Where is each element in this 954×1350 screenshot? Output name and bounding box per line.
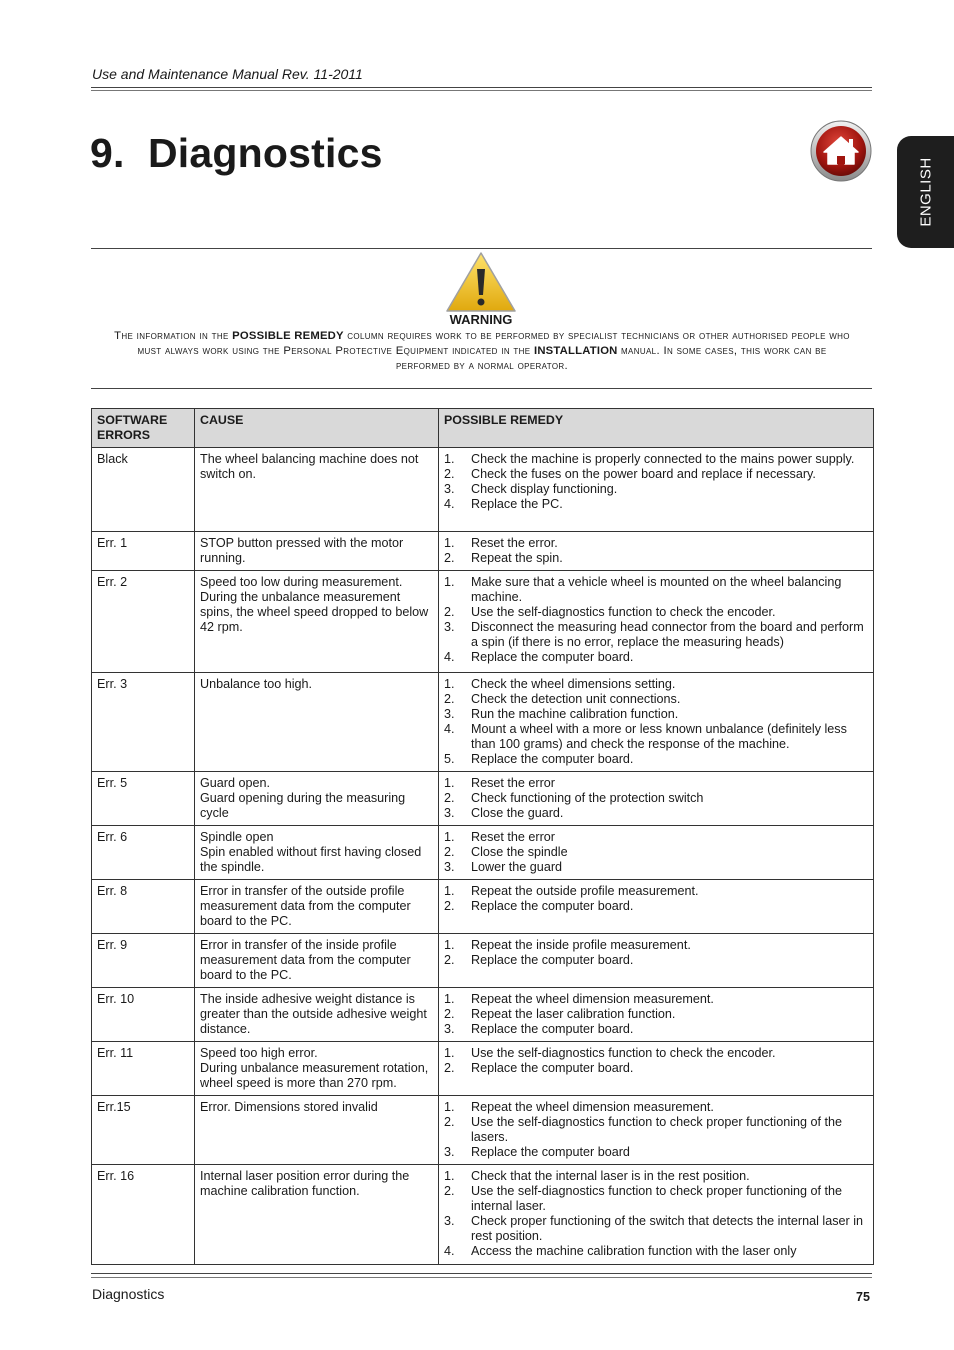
- remedy-step-number: 1.: [444, 452, 455, 466]
- remedy-step: [444, 677, 868, 692]
- table-row: [92, 448, 874, 532]
- remedy-step-text: Repeat the outside profile measurement.: [471, 884, 699, 898]
- remedy-step: [444, 1115, 868, 1145]
- section-rule-bottom: [91, 388, 872, 389]
- header-title: Use and Maintenance Manual Rev. 11-2011: [92, 66, 363, 82]
- remedy-step-number: 2.: [444, 1061, 455, 1075]
- remedy-step-text: Replace the computer board.: [471, 953, 634, 967]
- error-code-cell: Err. 11: [92, 1042, 195, 1096]
- remedy-step-text: Make sure that a vehicle wheel is mounted on the wheel balancing machine.: [471, 575, 842, 604]
- remedy-step-text: Use the self-diagnostics function to check proper functioning of the internal laser.: [471, 1184, 843, 1213]
- error-code-cell: Black: [92, 448, 195, 532]
- remedy-step: [444, 536, 868, 551]
- remedy-step-text: Disconnect the measuring head connector from the board and perform a spin (if there is no error, replace the measuring heads): [471, 620, 864, 649]
- remedy-step-text: Check functioning of the protection switch: [471, 791, 704, 805]
- cause-cell: [195, 1042, 439, 1096]
- remedy-step: [444, 620, 868, 650]
- remedy-step-number: 2.: [444, 1007, 455, 1021]
- remedy-step: [444, 707, 868, 722]
- remedy-step-text: Check the machine is properly connected to the mains power supply.: [471, 452, 855, 466]
- remedy-step: [444, 806, 868, 821]
- remedy-cell: [439, 1165, 874, 1265]
- remedy-step-number: 1.: [444, 992, 455, 1006]
- remedy-list: [444, 938, 868, 968]
- remedy-step-text: Repeat the laser calibration function.: [471, 1007, 676, 1021]
- remedy-step: [444, 1244, 868, 1259]
- remedy-step-text: Close the guard.: [471, 806, 564, 820]
- remedy-step: [444, 605, 868, 620]
- cause-text: During the unbalance measurement spins, the wheel speed dropped to below 42 rpm.: [200, 590, 429, 634]
- cause-text: Speed too high error.: [200, 1046, 318, 1060]
- diagnostics-table: [91, 408, 874, 1265]
- remedy-step-number: 2.: [444, 551, 455, 565]
- language-tab-label: ENGLISH: [917, 157, 934, 227]
- cause-text: Guard opening during the measuring cycle: [200, 791, 406, 820]
- remedy-step: [444, 1169, 868, 1184]
- remedy-step-text: Check display functioning.: [471, 482, 618, 496]
- remedy-step-number: 4.: [444, 722, 455, 736]
- remedy-step-text: Replace the computer board.: [471, 899, 634, 913]
- remedy-step-number: 4.: [444, 1244, 455, 1258]
- table-row: [92, 673, 874, 772]
- remedy-cell: [439, 934, 874, 988]
- remedy-cell: [439, 448, 874, 532]
- remedy-step: [444, 938, 868, 953]
- cause-cell: [195, 934, 439, 988]
- remedy-step-text: Use the self-diagnostics function to check proper functioning of the lasers.: [471, 1115, 843, 1144]
- error-code-cell: Err. 2: [92, 571, 195, 673]
- cause-text: Spin enabled without first having closed the spindle.: [200, 845, 422, 874]
- table-row: [92, 532, 874, 571]
- remedy-step-number: 2.: [444, 1184, 455, 1198]
- remedy-list: [444, 452, 868, 512]
- remedy-step-number: 3.: [444, 806, 455, 820]
- remedy-cell: [439, 673, 874, 772]
- remedy-step-text: Run the machine calibration function.: [471, 707, 679, 721]
- remedy-step: [444, 830, 868, 845]
- header-rule: [91, 87, 872, 88]
- remedy-step-number: 1.: [444, 575, 455, 589]
- cause-text: Guard open.: [200, 776, 271, 790]
- remedy-step: [444, 992, 868, 1007]
- remedy-step: [444, 752, 868, 767]
- remedy-step: [444, 1100, 868, 1115]
- remedy-step-text: Replace the computer board: [471, 1145, 630, 1159]
- footer-rule: [91, 1273, 872, 1274]
- remedy-step: [444, 1022, 868, 1037]
- remedy-step-number: 1.: [444, 1169, 455, 1183]
- remedy-step-text: Check the wheel dimensions setting.: [471, 677, 676, 691]
- header-software-errors: SOFTWARE ERRORS: [92, 409, 195, 448]
- remedy-step-text: Reset the error: [471, 830, 555, 844]
- cause-text: Error. Dimensions stored invalid: [200, 1100, 378, 1114]
- remedy-step-text: Replace the computer board.: [471, 752, 634, 766]
- cause-text: During unbalance measurement rotation, wheel speed is more than 270 rpm.: [200, 1061, 429, 1090]
- remedy-step-text: Repeat the inside profile measurement.: [471, 938, 691, 952]
- remedy-list: [444, 884, 868, 914]
- remedy-step-text: Use the self-diagnostics function to check the encoder.: [471, 605, 776, 619]
- remedy-step-text: Use the self-diagnostics function to check the encoder.: [471, 1046, 776, 1060]
- remedy-step-text: Check the detection unit connections.: [471, 692, 681, 706]
- remedy-step-number: 3.: [444, 482, 455, 496]
- remedy-step: [444, 953, 868, 968]
- remedy-step-text: Replace the computer board.: [471, 650, 634, 664]
- warning-text-c: manual. In some cases, this work can be performed by a normal operator.: [395, 345, 827, 373]
- error-code-cell: Err. 10: [92, 988, 195, 1042]
- remedy-step-text: Reset the error.: [471, 536, 558, 550]
- remedy-step-number: 1.: [444, 830, 455, 844]
- cause-cell: [195, 1096, 439, 1165]
- remedy-step: [444, 497, 868, 512]
- cause-cell: [195, 988, 439, 1042]
- remedy-step: [444, 1007, 868, 1022]
- remedy-step-text: Check proper functioning of the switch that detects the internal laser in rest position.: [471, 1214, 864, 1243]
- header-possible-remedy: POSSIBLE REMEDY: [439, 409, 874, 448]
- error-code-cell: Err. 5: [92, 772, 195, 826]
- remedy-list: [444, 776, 868, 821]
- cause-cell: [195, 571, 439, 673]
- remedy-step: [444, 1145, 868, 1160]
- table-row: [92, 880, 874, 934]
- cause-cell: [195, 826, 439, 880]
- cause-text: Internal laser position error during the machine calibration function.: [200, 1169, 410, 1198]
- cause-text: Error in transfer of the inside profile measurement data from the computer board to the PC.: [200, 938, 411, 982]
- remedy-step-number: 4.: [444, 650, 455, 664]
- remedy-step: [444, 791, 868, 806]
- remedy-cell: [439, 772, 874, 826]
- error-code-cell: Err. 8: [92, 880, 195, 934]
- remedy-list: [444, 830, 868, 875]
- remedy-step: [444, 452, 868, 467]
- remedy-step: [444, 1046, 868, 1061]
- warning-text-a: The information in the: [114, 330, 229, 342]
- table-row: [92, 1096, 874, 1165]
- page-title: [90, 130, 383, 177]
- remedy-list: [444, 536, 868, 566]
- remedy-step-text: Close the spindle: [471, 845, 568, 859]
- remedy-step-number: 1.: [444, 884, 455, 898]
- home-icon[interactable]: [810, 120, 872, 182]
- remedy-step: [444, 650, 868, 665]
- remedy-step: [444, 467, 868, 482]
- remedy-step: [444, 575, 868, 605]
- table-row: [92, 988, 874, 1042]
- remedy-cell: [439, 1042, 874, 1096]
- error-code-cell: Err. 9: [92, 934, 195, 988]
- error-code-cell: Err. 3: [92, 673, 195, 772]
- remedy-list: [444, 992, 868, 1037]
- remedy-step-number: 3.: [444, 1145, 455, 1159]
- cause-text: STOP button pressed with the motor running.: [200, 536, 404, 565]
- remedy-step-number: 1.: [444, 536, 455, 550]
- warning-text-b: column requires work to be performed by specialist technicians or other authorised people who must always work using the Personal Protective Equipment indicated in the: [137, 330, 850, 358]
- header-rule-thin: [91, 90, 872, 91]
- language-tab: [897, 136, 954, 248]
- warning-strong-installation: INSTALLATION: [533, 345, 618, 358]
- remedy-step-number: 4.: [444, 497, 455, 511]
- remedy-step-number: 2.: [444, 899, 455, 913]
- remedy-step-number: 2.: [444, 605, 455, 619]
- error-code-cell: Err. 1: [92, 532, 195, 571]
- footer-rule-thin: [91, 1277, 872, 1278]
- table-header-row: [92, 409, 874, 448]
- error-code-cell: Err.15: [92, 1096, 195, 1165]
- remedy-step-number: 2.: [444, 953, 455, 967]
- remedy-list: [444, 1100, 868, 1160]
- error-code-cell: Err. 6: [92, 826, 195, 880]
- remedy-cell: [439, 880, 874, 934]
- table-row: [92, 934, 874, 988]
- warning-text: [110, 329, 854, 375]
- cause-cell: [195, 673, 439, 772]
- remedy-list: [444, 1046, 868, 1076]
- remedy-cell: [439, 571, 874, 673]
- cause-text: Error in transfer of the outside profile measurement data from the computer board to the PC.: [200, 884, 411, 928]
- remedy-step-text: Repeat the spin.: [471, 551, 563, 565]
- remedy-step: [444, 845, 868, 860]
- remedy-step-number: 2.: [444, 467, 455, 481]
- error-code-cell: Err. 16: [92, 1165, 195, 1265]
- table-row: [92, 1165, 874, 1265]
- remedy-step: [444, 1214, 868, 1244]
- remedy-step-number: 3.: [444, 707, 455, 721]
- remedy-step: [444, 776, 868, 791]
- remedy-step-number: 1.: [444, 776, 455, 790]
- remedy-step-text: Lower the guard: [471, 860, 563, 874]
- remedy-step: [444, 884, 868, 899]
- remedy-step-number: 1.: [444, 677, 455, 691]
- remedy-step-text: Reset the error: [471, 776, 555, 790]
- remedy-cell: [439, 988, 874, 1042]
- section-rule-top: [91, 248, 872, 249]
- warning-strong-remedy: POSSIBLE REMEDY: [232, 330, 344, 342]
- remedy-step: [444, 551, 868, 566]
- footer-section: Diagnostics: [92, 1286, 165, 1302]
- remedy-step-text: Replace the computer board.: [471, 1022, 634, 1036]
- remedy-step-number: 1.: [444, 1046, 455, 1060]
- remedy-step: [444, 692, 868, 707]
- remedy-step-number: 2.: [444, 692, 455, 706]
- remedy-step: [444, 1061, 868, 1076]
- remedy-step-text: Check that the internal laser is in the rest position.: [471, 1169, 750, 1183]
- header-cause: CAUSE: [195, 409, 439, 448]
- cause-cell: [195, 1165, 439, 1265]
- remedy-step-number: 1.: [444, 938, 455, 952]
- section-number: 9.: [90, 130, 125, 176]
- remedy-list: [444, 1169, 868, 1259]
- remedy-step-number: 3.: [444, 1214, 455, 1228]
- remedy-step-number: 3.: [444, 620, 455, 634]
- remedy-cell: [439, 1096, 874, 1165]
- remedy-step-text: Repeat the wheel dimension measurement.: [471, 1100, 714, 1114]
- remedy-list: [444, 575, 868, 665]
- cause-cell: [195, 880, 439, 934]
- remedy-step: [444, 899, 868, 914]
- remedy-step: [444, 482, 868, 497]
- remedy-step: [444, 860, 868, 875]
- warning-icon: [445, 251, 517, 315]
- cause-text: Spindle open: [200, 830, 274, 844]
- cause-text: Unbalance too high.: [200, 677, 313, 691]
- remedy-step-text: Repeat the wheel dimension measurement.: [471, 992, 714, 1006]
- remedy-step-number: 2.: [444, 845, 455, 859]
- warning-label: WARNING: [449, 312, 513, 327]
- remedy-step-number: 3.: [444, 860, 455, 874]
- remedy-step-text: Replace the computer board.: [471, 1061, 634, 1075]
- table-row: [92, 826, 874, 880]
- cause-text: The inside adhesive weight distance is greater than the outside adhesive weight distance.: [200, 992, 427, 1036]
- remedy-step-number: 2.: [444, 791, 455, 805]
- cause-text: The wheel balancing machine does not switch on.: [200, 452, 419, 481]
- remedy-step: [444, 1184, 868, 1214]
- remedy-step-number: 5.: [444, 752, 455, 766]
- remedy-step-number: 3.: [444, 1022, 455, 1036]
- cause-cell: [195, 772, 439, 826]
- remedy-list: [444, 677, 868, 767]
- cause-cell: [195, 448, 439, 532]
- remedy-cell: [439, 826, 874, 880]
- table-row: [92, 1042, 874, 1096]
- remedy-step-text: Check the fuses on the power board and replace if necessary.: [471, 467, 816, 481]
- page-number: 75: [856, 1290, 870, 1304]
- remedy-step-text: Access the machine calibration function with the laser only: [471, 1244, 797, 1258]
- table-row: [92, 571, 874, 673]
- cause-text: Speed too low during measurement.: [200, 575, 403, 589]
- remedy-step: [444, 722, 868, 752]
- remedy-step-number: 2.: [444, 1115, 455, 1129]
- table-row: [92, 772, 874, 826]
- remedy-cell: [439, 532, 874, 571]
- cause-cell: [195, 532, 439, 571]
- section-title: Diagnostics: [148, 130, 383, 176]
- remedy-step-number: 1.: [444, 1100, 455, 1114]
- remedy-step-text: Replace the PC.: [471, 497, 563, 511]
- remedy-step-text: Mount a wheel with a more or less known unbalance (definitely less than 100 grams) and check the response of the machine.: [471, 722, 847, 751]
